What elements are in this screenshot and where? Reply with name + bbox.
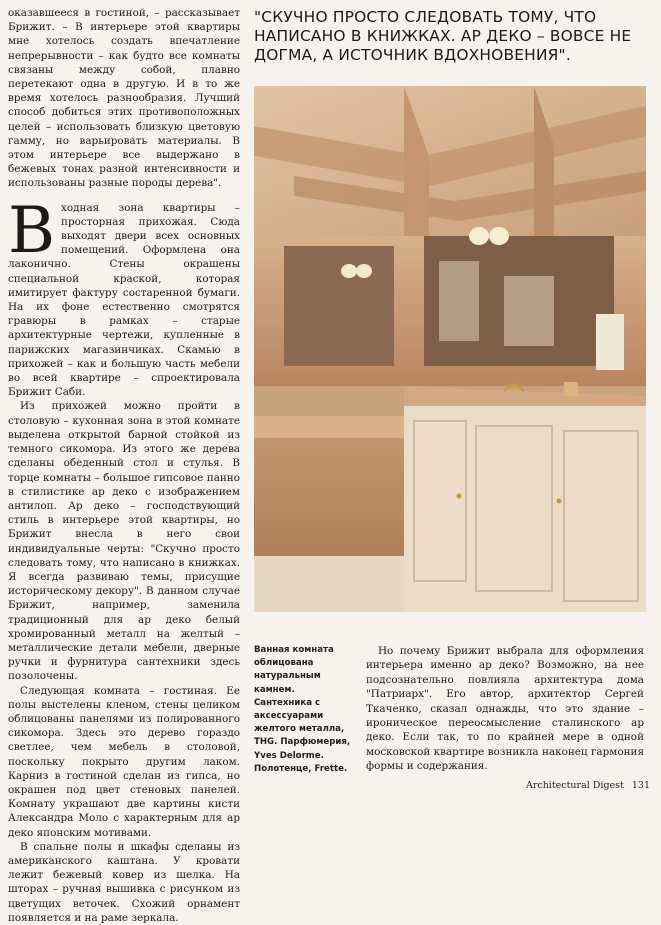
photo-caption: Ванная комната облицована натуральным камнем. Сантехника с аксессуарами желтого металла, THG. Парфюмерия, Yves Delorme. Полотенце, Frette. — [254, 645, 351, 774]
left-text-column — [8, 6, 240, 924]
paragraph-4: Следующая комната – гостиная. Ее полы выстелены кленом, стены целиком облицованы панелями из полированного сикомора. Здесь это дерево гораздо светлее, чем мебель в столовой, поскольку покрыто другим лаком. Карниз в гостиной сделан из гипса, но окрашен под цвет стеновых панелей. Комнату украшают две картины кисти Александра Моло с характерным для ар деко японским мотивами. — [8, 684, 240, 839]
right-paragraph-1: Но почему Брижит выбрала для оформления интерьера именно ар деко? Возможно, на нее подсознательно повлияла архитектура дома "Патриарх". Его автор, архитектор Сергей Ткаченко, сказал однажды, что это здание – ироническое переосмысление сталинского ар деко. Если так, то по крайней мере в одной московской квартире возникла наконец гармония формы и содержания. — [366, 645, 644, 773]
paragraph-2 — [8, 193, 240, 400]
page-footer — [490, 780, 650, 791]
drop-cap: В — [8, 193, 56, 268]
paragraph-5: В спальне полы и шкафы сделаны из американского каштана. У кровати лежит бежевый ковер из шелка. На шторах – ручная вышивка с рисунком из цветущих веточек. Схожий орнамент появляется и на раме зеркала. — [8, 840, 240, 924]
bathroom-photo — [254, 86, 646, 612]
paragraph-2-text: ходная зона квартиры – просторная прихожая. Сюда выходят двери всех основных помещений. Оформлена она лаконично. Стены окрашены специальной краской, которая имитирует фактуру состаренной бумаги. На их фоне естественно смотрятся гравюры в рамках – старые архитектурные чертежи, купленные в парижских магазинчиках. Скамью в прихожей – как и большую часть мебели во всей квартире – спроектировала Брижит Саби. — [8, 201, 240, 399]
paragraph-3: Из прихожей можно пройти в столовую – кухонная зона в этой комнате выделена открытой барной стойкой из темного сикомора. Из этого же дерева сделаны обеденный стол и стулья. В торце комнаты – большое гипсовое панно в стилистике ар деко с изображением антилоп. Ар деко – господствующий стиль в интерьере этой квартиры, но Брижит внесла в него свои индивидуальные черты: "Скучно просто следовать тому, что написано в книжках. Я всегда развиваю темы, присущие историческому декору". В данном случае Брижит, например, заменила традиционный для ар деко белый хромированный металл на желтый – металлические детали мебели, дверные ручки и фурнитура сантехники здесь позолочены. — [8, 400, 240, 683]
pull-quote: "СКУЧНО ПРОСТО СЛЕДОВАТЬ ТОМУ, ЧТО НАПИСАНО В КНИЖКАХ. АР ДЕКО – ВОВСЕ НЕ ДОГМА, А ИСТОЧНИК ВДОХНОВЕНИЯ". — [254, 8, 632, 64]
right-text-column — [366, 644, 644, 774]
magazine-name: Architectural Digest — [525, 780, 624, 791]
paragraph-1: оказавшееся в гостиной, – рассказывает Брижит. – В интерьере этой квартиры мне хотелось создать впечатление непрерывности – как будто все комнаты связаны между собой, плавно перетекают одна в другую. И в то же время хотелось разнообразия. Лучший способ добиться этих противоположных целей – использовать близкую цветовую гамму, но варьировать материалы. В этом интерьере все выдержано в бежевых тонах разной интенсивности и использованы разные породы дерева". — [8, 7, 240, 190]
bathroom-illustration — [254, 86, 646, 612]
page-number: 131 — [631, 780, 650, 791]
